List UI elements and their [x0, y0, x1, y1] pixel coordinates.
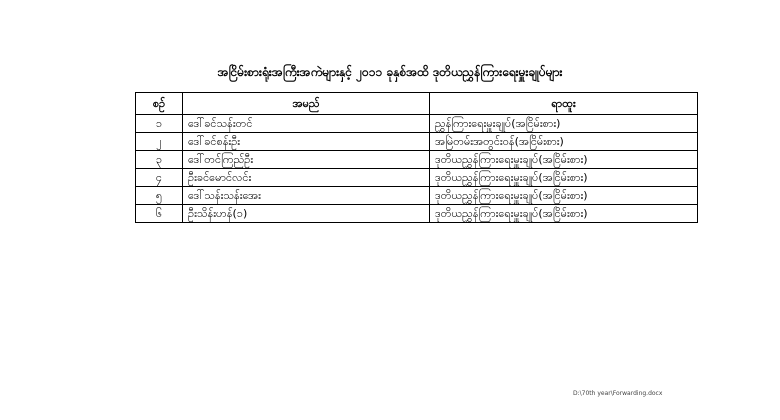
table-row	[136, 169, 698, 187]
footer-file-path: D:\70th year\Forwarding.docx	[573, 390, 663, 397]
row-serial: ၃	[136, 151, 183, 169]
document-title: အငြိမ်းစားရုံးအကြီးအကဲများနှင့် ၂၀၁၁ ခုနှစ်အထိ ဒုတိယညွှန်ကြားရေးမှူးချုပ်များ	[217, 65, 563, 79]
header-position: ရာထူး	[430, 93, 698, 115]
row-name: ဒေါ်တင်ကြည်ဦး	[183, 151, 430, 169]
row-serial: ၁	[136, 115, 183, 133]
row-serial: ၆	[136, 205, 183, 223]
row-name: ဒေါ်ခင်သန်းတင်	[183, 115, 430, 133]
row-position: ညွှန်ကြားရေးမှူးချုပ်(အငြိမ်းစား)	[430, 115, 698, 133]
row-position: ဒုတိယညွှန်ကြားရေးမှူးချုပ်(အငြိမ်းစား)	[430, 205, 698, 223]
row-name: ဦးခင်မောင်လင်း	[183, 169, 430, 187]
staff-table	[135, 92, 698, 223]
row-name: ဦးသိန်းဟန်(၁)	[183, 205, 430, 223]
row-serial: ၅	[136, 187, 183, 205]
row-position: ဒုတိယညွှန်ကြားရေးမှူးချုပ်(အငြိမ်းစား)	[430, 187, 698, 205]
row-position: အမြဲတမ်းအတွင်းဝန်(အငြိမ်းစား)	[430, 133, 698, 151]
row-position: ဒုတိယညွှန်ကြားရေးမှူးချုပ်(အငြိမ်းစား)	[430, 151, 698, 169]
header-serial: စဉ်	[136, 93, 183, 115]
table-row	[136, 187, 698, 205]
table-row	[136, 133, 698, 151]
row-name: ဒေါ်ခင်စန်းဦး	[183, 133, 430, 151]
table-header-row	[136, 93, 698, 115]
row-serial: ၄	[136, 169, 183, 187]
table-row	[136, 115, 698, 133]
row-serial: ၂	[136, 133, 183, 151]
table-row	[136, 151, 698, 169]
row-name: ဒေါ်သန်းသန်းအေး	[183, 187, 430, 205]
row-position: ဒုတိယညွှန်ကြားရေးမှူးချုပ်(အငြိမ်းစား)	[430, 169, 698, 187]
header-name: အမည်	[183, 93, 430, 115]
table-row	[136, 205, 698, 223]
